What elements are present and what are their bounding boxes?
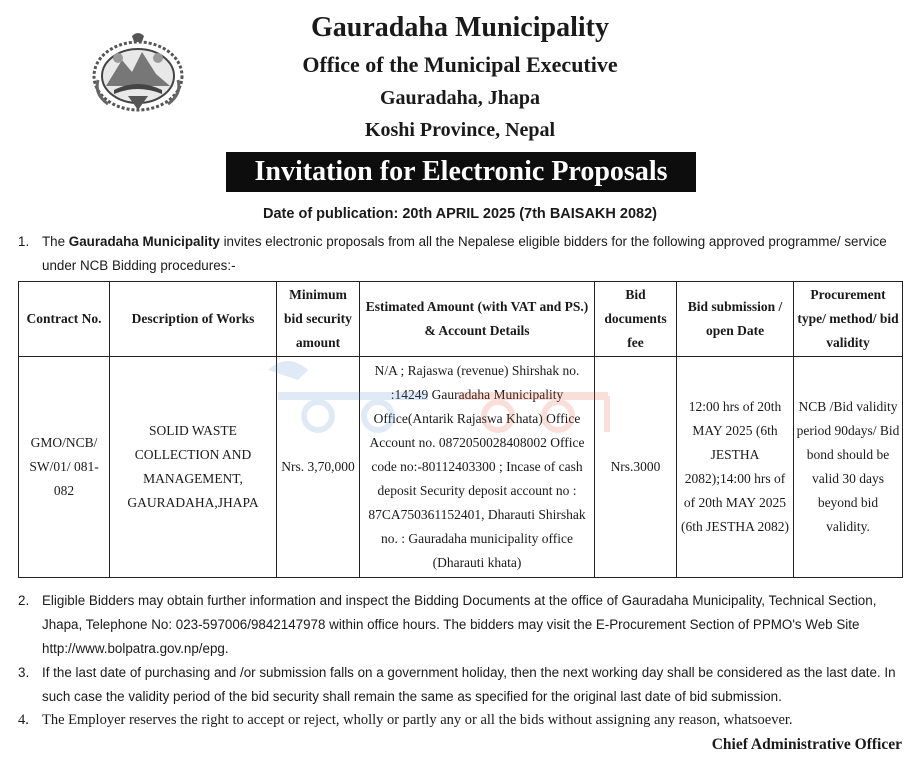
header-procurement: Procurement type/ method/ bid validity bbox=[794, 282, 903, 357]
paragraph-3 bbox=[18, 661, 908, 709]
header-document-fee: Bid documents fee bbox=[595, 282, 677, 357]
paragraph-number: 4. bbox=[18, 712, 29, 728]
address-line-2: Koshi Province, Nepal bbox=[364, 119, 556, 141]
cell-document-fee: Nrs.3000 bbox=[595, 357, 677, 578]
cell-description: SOLID WASTE COLLECTION AND MANAGEMENT, GAURADAHA,JHAPA bbox=[110, 357, 277, 578]
cell-estimated-amount: N/A ; Rajaswa (revenue) Shirshak no. :14249 Gauradaha Municipality Office(Antarik Rajaswa Khata) Office Account no. 0872050028408002 Office code no:-80112403300 ; Incase of cash deposit Security deposit account no : 87CA750361152401, Dharauti Shirshak no. : Gauradaha municipality office (Dharauti khata) bbox=[360, 357, 595, 578]
table-row bbox=[19, 357, 903, 578]
paragraph-number: 2. bbox=[18, 593, 30, 608]
header-submission-date: Bid submission / open Date bbox=[677, 282, 794, 357]
paragraph-text bbox=[42, 230, 908, 278]
paragraph-number: 1. bbox=[18, 234, 30, 249]
cell-submission-date: 12:00 hrs of 20th MAY 2025 (6th JESTHA 2082);14:00 hrs of of 20th MAY 2025 (6th JESTHA 2082) bbox=[677, 357, 794, 578]
cell-bid-security: Nrs. 3,70,000 bbox=[277, 357, 360, 578]
paragraph-4 bbox=[18, 708, 908, 732]
paragraph-number: 3. bbox=[18, 665, 30, 680]
header-description: Description of Works bbox=[110, 282, 277, 357]
paragraph-text: Eligible Bidders may obtain further information and inspect the Bidding Documents at the office of Gauradaha Municipality, Technical Section, Jhapa, Telephone No: 023-597006/9842147978 within office hours. The bidders may visit the E-Procurement Section of PPMO's Web Site http://www.bolpatra.gov.np/epg. bbox=[42, 593, 877, 656]
paragraph-text: If the last date of purchasing and /or submission falls on a government holiday, then the next working day shall be considered as the last date. In such case the validity period of the bid security shall remain the same as specified for the original last date of bid submission. bbox=[42, 665, 896, 704]
municipality-name: Gauradaha Municipality bbox=[311, 12, 609, 43]
address-line-1: Gauradaha, Jhapa bbox=[379, 87, 541, 109]
signature-title: Chief Administrative Officer bbox=[711, 736, 902, 753]
cell-procurement: NCB /Bid validity period 90days/ Bid bond should be valid 30 days beyond bid validity. bbox=[794, 357, 903, 578]
notice-title: Invitation for Electronic Proposals bbox=[226, 152, 696, 192]
cell-contract-no: GMO/NCB/ SW/01/ 081-082 bbox=[19, 357, 110, 578]
office-name: Office of the Municipal Executive bbox=[302, 52, 618, 77]
header-contract-no: Contract No. bbox=[19, 282, 110, 357]
header-estimated-amount: Estimated Amount (with VAT and PS.) & Account Details bbox=[360, 282, 595, 357]
paragraph-prefix: The bbox=[42, 234, 69, 249]
header-bid-security: Minimum bid security amount bbox=[277, 282, 360, 357]
publication-date: Date of publication: 20th APRIL 2025 (7th BAISAKH 2082) bbox=[263, 206, 657, 222]
paragraph-1 bbox=[18, 230, 908, 278]
paragraph-text: The Employer reserves the right to accept or reject, wholly or partly any or all the bids without assigning any reason, whatsoever. bbox=[42, 712, 793, 728]
table-header-row bbox=[19, 282, 903, 357]
paragraph-bold-municipality: Gauradaha Municipality bbox=[68, 234, 220, 249]
paragraph-rest: invites electronic proposals from all the Nepalese eligible bidders for the following approved programme/ service under NCB Bidding procedures:- bbox=[42, 234, 887, 273]
bid-table bbox=[18, 281, 903, 578]
paragraph-2 bbox=[18, 589, 908, 661]
